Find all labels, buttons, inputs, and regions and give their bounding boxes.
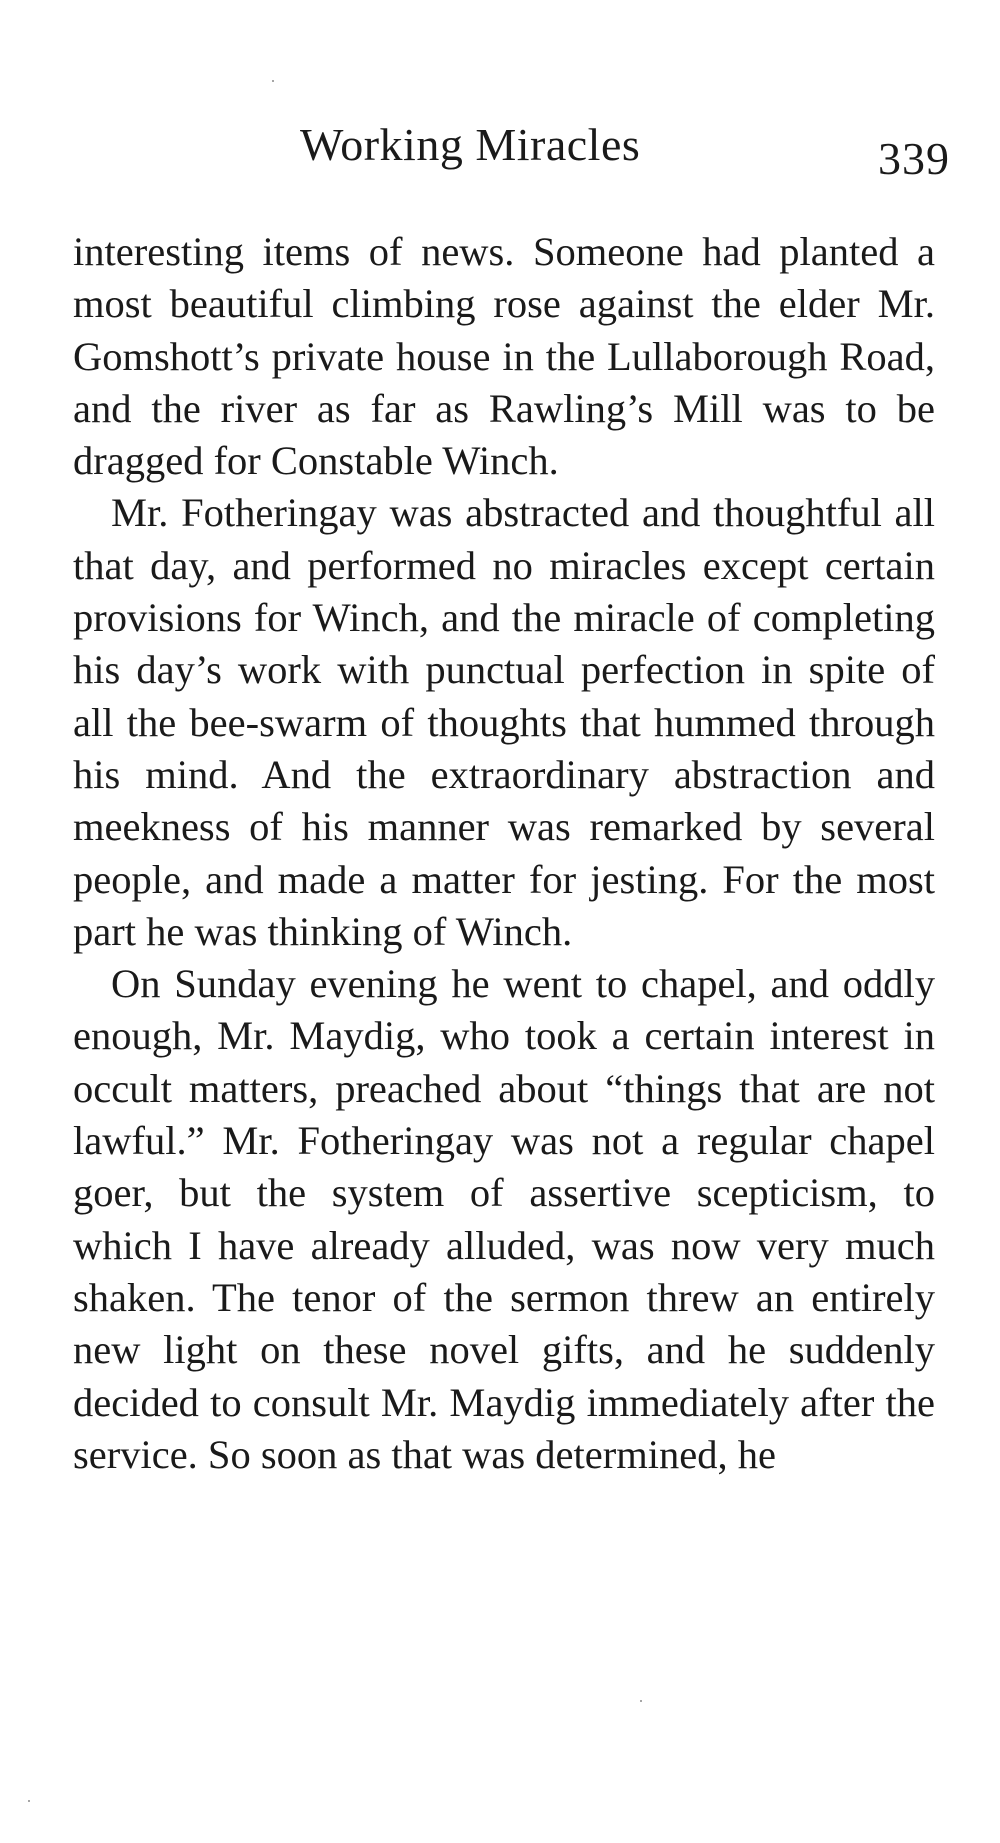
page-number: 339 bbox=[878, 133, 950, 184]
paper-speck bbox=[28, 1800, 30, 1802]
body-text bbox=[73, 226, 935, 1481]
paragraph: Mr. Fotheringay was abstracted and thoughtful all that day, and performed no miracles except certain provisions for Winch, and the miracle of completing his day’s work with punctual perfection in spite of all the bee-swarm of thoughts that hummed through his mind. And the extraordinary abstraction and meekness of his manner was remarked by several people, and made a matter for jesting. For the most part he was thinking of Winch. bbox=[73, 490, 935, 954]
paper-speck bbox=[272, 80, 274, 82]
running-title: Working Miracles bbox=[300, 119, 641, 170]
paragraph: On Sunday evening he went to chapel, and oddly enough, Mr. Maydig, who took a certain interest in occult matters, preached about “things that are not lawful.” Mr. Fotheringay was not a regular chapel goer, but the system of assertive scepticism, to which I have already alluded, was now very much shaken. The tenor of the sermon threw an entirely new light on these novel gifts, and he suddenly decided to consult Mr. Maydig immediately after the service. So soon as that was determined, he bbox=[73, 961, 935, 1477]
paper-speck bbox=[640, 1700, 642, 1702]
running-head bbox=[300, 118, 950, 188]
paragraph-continued: interesting items of news. Someone had planted a most beautiful climbing rose against the elder Mr. Gomshott’s private house in the Lullaborough Road, and the river as far as Rawling’s Mill was to be dragged for Constable Winch. bbox=[73, 229, 935, 484]
